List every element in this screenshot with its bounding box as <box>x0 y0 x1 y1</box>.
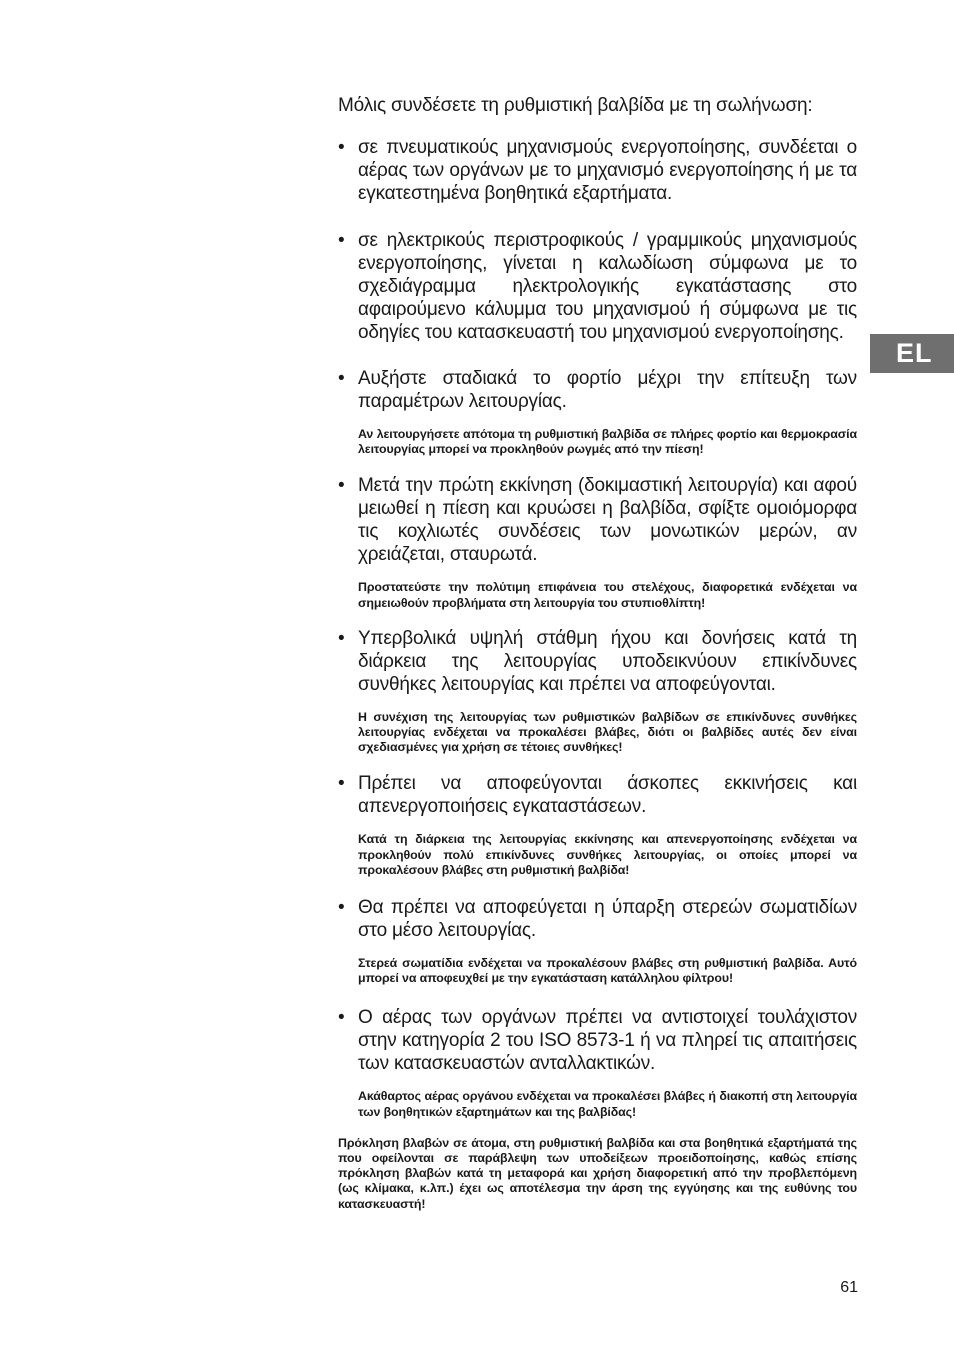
list-item <box>338 772 857 818</box>
warning-note: Η συνέχιση της λειτουργίας των ρυθμιστικών βαλβίδων σε επικίνδυνες συνθήκες λειτουργίας ενδέχεται να προκαλέσει βλάβες, διότι οι βαλβίδες αυτές δεν είναι σχεδιασμένες για χρήση σε τέτοιες συνθήκες! <box>358 709 857 755</box>
list-item <box>338 896 857 942</box>
list-item-text: Υπερβολικά υψηλή στάθμη ήχου και δονήσεις κατά τη διάρκεια της λειτουργίας υποδεικνύουν επικίνδυνες συνθήκες λειτουργίας και πρέπει να αποφεύγονται. <box>358 627 857 695</box>
list-item <box>338 1006 857 1075</box>
list-item <box>338 136 857 205</box>
list-item <box>338 474 857 566</box>
list-item-text: Πρέπει να αποφεύγονται άσκοπες εκκινήσεις και απενεργοποιήσεις εγκαταστάσεων. <box>358 773 857 818</box>
list-item <box>338 229 857 344</box>
warning-note: Αν λειτουργήσετε απότομα τη ρυθμιστική βαλβίδα σε πλήρες φορτίο και θερμοκρασία λειτουργίας μπορεί να προκληθούν ρωγμές από την πίεση! <box>358 427 857 457</box>
warning-note: Ακάθαρτος αέρας οργάνου ενδέχεται να προκαλέσει βλάβες ή διακοπή στη λειτουργία των βοηθητικών εξαρτημάτων και της βαλβίδας! <box>358 1089 857 1119</box>
warning-note: Προστατεύστε την πολύτιμη επιφάνεια του στελέχους, διαφορετικά ενδέχεται να σημειωθούν προβλήματα στη λειτουργία του στυπιοθλίπτη! <box>358 580 857 610</box>
bullet-glyph: • <box>338 773 345 795</box>
bullet-list <box>338 136 857 1120</box>
list-item <box>338 367 857 413</box>
bullet-glyph: • <box>338 1007 345 1029</box>
bullet-glyph: • <box>338 137 345 158</box>
list-item-text: Θα πρέπει να αποφεύγεται η ύπαρξη στερεών σωματιδίων στο μέσο λειτουργίας. <box>358 897 857 942</box>
final-warning: Πρόκληση βλαβών σε άτομα, στη ρυθμιστική βαλβίδα και στα βοηθητικά εξαρτήματά της που οφείλονται σε παράβλεψη των υποδείξεων προειδοποίησης, καθώς επίσης πρόκληση βλαβών κατά τη μεταφορά και χρήση διαφορετική από την προβλεπόμενη (ως κλίμακα, κ.λπ.) έχει ως αποτέλεσμα την άρση της εγγύησης και της ευθύνης του κατασκευαστή! <box>338 1135 857 1211</box>
language-tab: EL <box>870 334 954 373</box>
bullet-glyph: • <box>338 897 345 919</box>
intro-paragraph: Μόλις συνδέσετε τη ρυθμιστική βαλβίδα με τη σωλήνωση: <box>338 95 813 116</box>
bullet-glyph: • <box>338 475 345 497</box>
page-number: 61 <box>840 1279 858 1296</box>
bullet-glyph: • <box>338 627 345 649</box>
list-item-text: Μετά την πρώτη εκκίνηση (δοκιμαστική λειτουργία) και αφού μειωθεί η πίεση και κρυώσει η βαλβίδα, σφίξτε ομοιόμορφα τις κοχλιωτές συνδέσεις των μονωτικών μερών, αν χρειάζεται, σταυρωτά. <box>358 475 857 566</box>
list-item-text: σε πνευματικούς μηχανισμούς ενεργοποίησης, συνδέεται ο αέρας των οργάνων με το μηχανισμό ενεργοποίησης ή με τα εγκατεστημένα βοηθητικά εξαρτήματα. <box>358 137 857 204</box>
list-item-text: Ο αέρας των οργάνων πρέπει να αντιστοιχεί τουλάχιστον στην κατηγορία 2 του ISO 8573-1 ή να πληρεί τις απαιτήσεις των κατασκευαστών ανταλλακτικών. <box>358 1007 857 1075</box>
list-item-text: Αυξήστε σταδιακά το φορτίο μέχρι την επίτευξη των παραμέτρων λειτουργίας. <box>358 368 857 412</box>
page-content <box>338 94 857 1212</box>
warning-note: Κατά τη διάρκεια της λειτουργίας εκκίνησης και απενεργοποίησης ενδέχεται να προκληθούν πολύ επικίνδυνες συνθήκες λειτουργίας, οι οποίες μπορεί να προκαλέσουν βλάβες στη ρυθμιστική βαλβίδα! <box>358 832 857 877</box>
bullet-glyph: • <box>338 230 345 251</box>
warning-note: Στερεά σωματίδια ενδέχεται να προκαλέσουν βλάβες στη ρυθμιστική βαλβίδα. Αυτό μπορεί να αποφευχθεί με την εγκατάσταση κατάλληλου φίλτρου! <box>358 956 857 986</box>
bullet-glyph: • <box>338 368 345 389</box>
list-item-text: σε ηλεκτρικούς περιστροφικούς / γραμμικούς μηχανισμούς ενεργοποίησης, γίνεται η καλωδίωση σύμφωνα με το σχεδιάγραμμα ηλεκτρολογικής εγκατάστασης στο αφαιρούμενο κάλυμμα του μηχανισμού ή σύμφωνα με τις οδηγίες του κατασκευαστή του μηχανισμού ενεργοποίησης. <box>358 230 857 343</box>
list-item <box>338 627 857 696</box>
